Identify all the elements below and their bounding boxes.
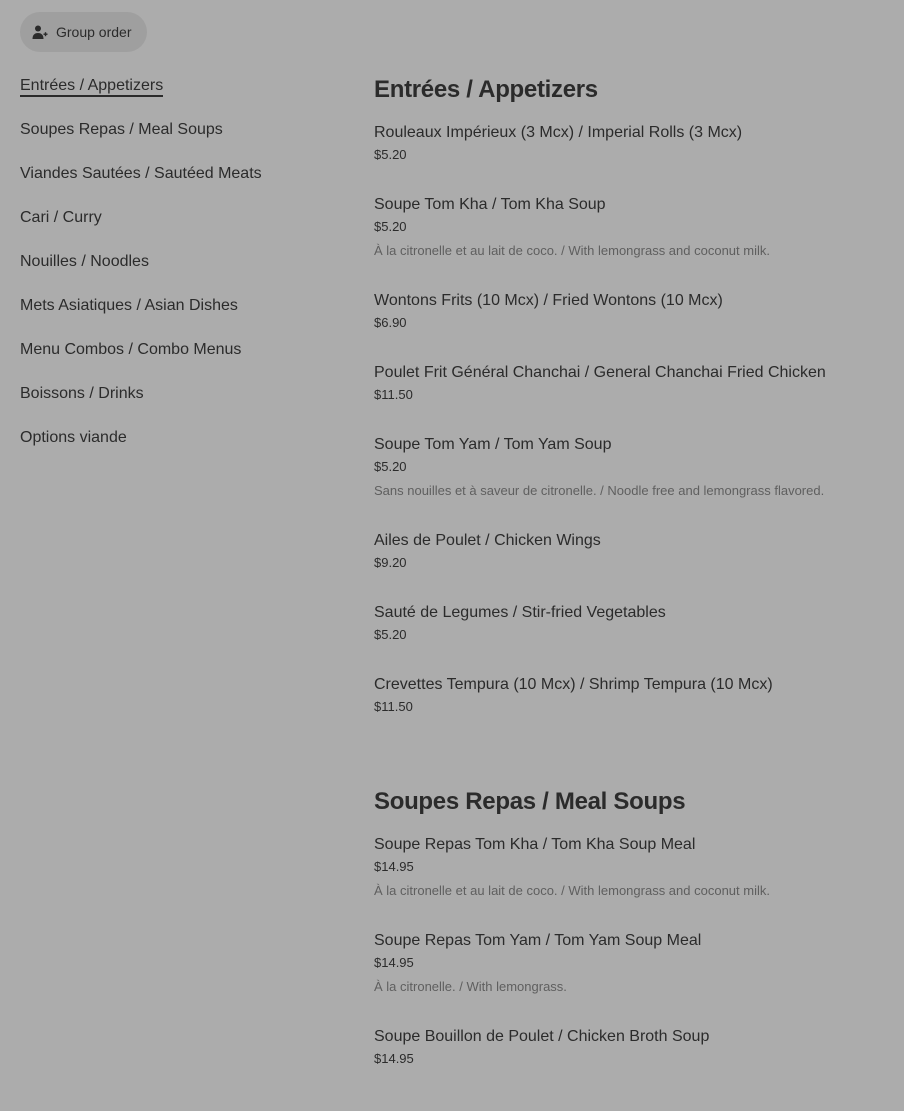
sidebar-item-meat-options[interactable]: Options viande bbox=[20, 429, 127, 446]
menu-item[interactable] bbox=[374, 596, 884, 668]
sidebar-item-sauteed-meats[interactable]: Viandes Sautées / Sautéed Meats bbox=[20, 165, 262, 182]
menu-item[interactable] bbox=[374, 1020, 884, 1092]
sidebar-item-asian-dishes[interactable]: Mets Asiatiques / Asian Dishes bbox=[20, 297, 238, 314]
group-order-label: Group order bbox=[56, 24, 132, 40]
item-price: $14.95 bbox=[374, 955, 414, 970]
menu-item[interactable] bbox=[374, 188, 884, 284]
sidebar-item-curry[interactable]: Cari / Curry bbox=[20, 209, 102, 226]
item-name: Soupe Repas Tom Kha / Tom Kha Soup Meal bbox=[374, 836, 696, 853]
item-price: $9.20 bbox=[374, 555, 407, 570]
menu-item[interactable] bbox=[374, 116, 884, 188]
add-person-icon bbox=[32, 24, 48, 40]
menu-item[interactable] bbox=[374, 284, 884, 356]
item-name: Crevettes Tempura (10 Mcx) / Shrimp Tempura (10 Mcx) bbox=[374, 676, 773, 693]
menu-item[interactable] bbox=[374, 356, 884, 428]
item-price: $5.20 bbox=[374, 459, 407, 474]
sidebar-item-drinks[interactable]: Boissons / Drinks bbox=[20, 385, 144, 402]
menu-item[interactable] bbox=[374, 428, 884, 524]
item-description: À la citronelle et au lait de coco. / With lemongrass and coconut milk. bbox=[374, 243, 770, 258]
section-title: Entrées / Appetizers bbox=[374, 76, 598, 103]
menu-content bbox=[374, 74, 884, 1092]
sidebar-item-noodles[interactable]: Nouilles / Noodles bbox=[20, 253, 149, 270]
sidebar-item-appetizers[interactable]: Entrées / Appetizers bbox=[20, 74, 340, 118]
item-name: Poulet Frit Général Chanchai / General Chanchai Fried Chicken bbox=[374, 364, 826, 381]
item-price: $5.20 bbox=[374, 147, 407, 162]
item-price: $5.20 bbox=[374, 219, 407, 234]
item-name: Wontons Frits (10 Mcx) / Fried Wontons (10 Mcx) bbox=[374, 292, 723, 309]
group-order-button[interactable] bbox=[20, 12, 147, 52]
item-price: $14.95 bbox=[374, 859, 414, 874]
item-name: Rouleaux Impérieux (3 Mcx) / Imperial Rolls (3 Mcx) bbox=[374, 124, 743, 141]
item-description: À la citronelle et au lait de coco. / With lemongrass and coconut milk. bbox=[374, 883, 770, 898]
menu-item[interactable] bbox=[374, 828, 884, 924]
item-name: Soupe Bouillon de Poulet / Chicken Broth Soup bbox=[374, 1028, 710, 1045]
item-price: $5.20 bbox=[374, 627, 407, 642]
item-name: Ailes de Poulet / Chicken Wings bbox=[374, 532, 601, 549]
section-meal-soups bbox=[374, 786, 884, 1092]
item-description: À la citronelle. / With lemongrass. bbox=[374, 979, 567, 994]
item-name: Sauté de Legumes / Stir-fried Vegetables bbox=[374, 604, 666, 621]
section-appetizers bbox=[374, 74, 884, 740]
sidebar-item-meal-soups[interactable]: Soupes Repas / Meal Soups bbox=[20, 121, 223, 138]
sidebar-item-combo-menus[interactable]: Menu Combos / Combo Menus bbox=[20, 341, 242, 358]
item-description: Sans nouilles et à saveur de citronelle. / Noodle free and lemongrass flavored. bbox=[374, 483, 825, 498]
item-name: Soupe Repas Tom Yam / Tom Yam Soup Meal bbox=[374, 932, 702, 949]
menu-item[interactable] bbox=[374, 924, 884, 1020]
item-price: $6.90 bbox=[374, 315, 407, 330]
item-price: $14.95 bbox=[374, 1051, 414, 1066]
category-sidebar bbox=[20, 74, 340, 470]
menu-item[interactable] bbox=[374, 524, 884, 596]
section-title: Soupes Repas / Meal Soups bbox=[374, 788, 686, 815]
item-name: Soupe Tom Kha / Tom Kha Soup bbox=[374, 196, 606, 213]
menu-item[interactable] bbox=[374, 668, 884, 740]
item-price: $11.50 bbox=[374, 699, 413, 714]
item-price: $11.50 bbox=[374, 387, 413, 402]
item-name: Soupe Tom Yam / Tom Yam Soup bbox=[374, 436, 612, 453]
